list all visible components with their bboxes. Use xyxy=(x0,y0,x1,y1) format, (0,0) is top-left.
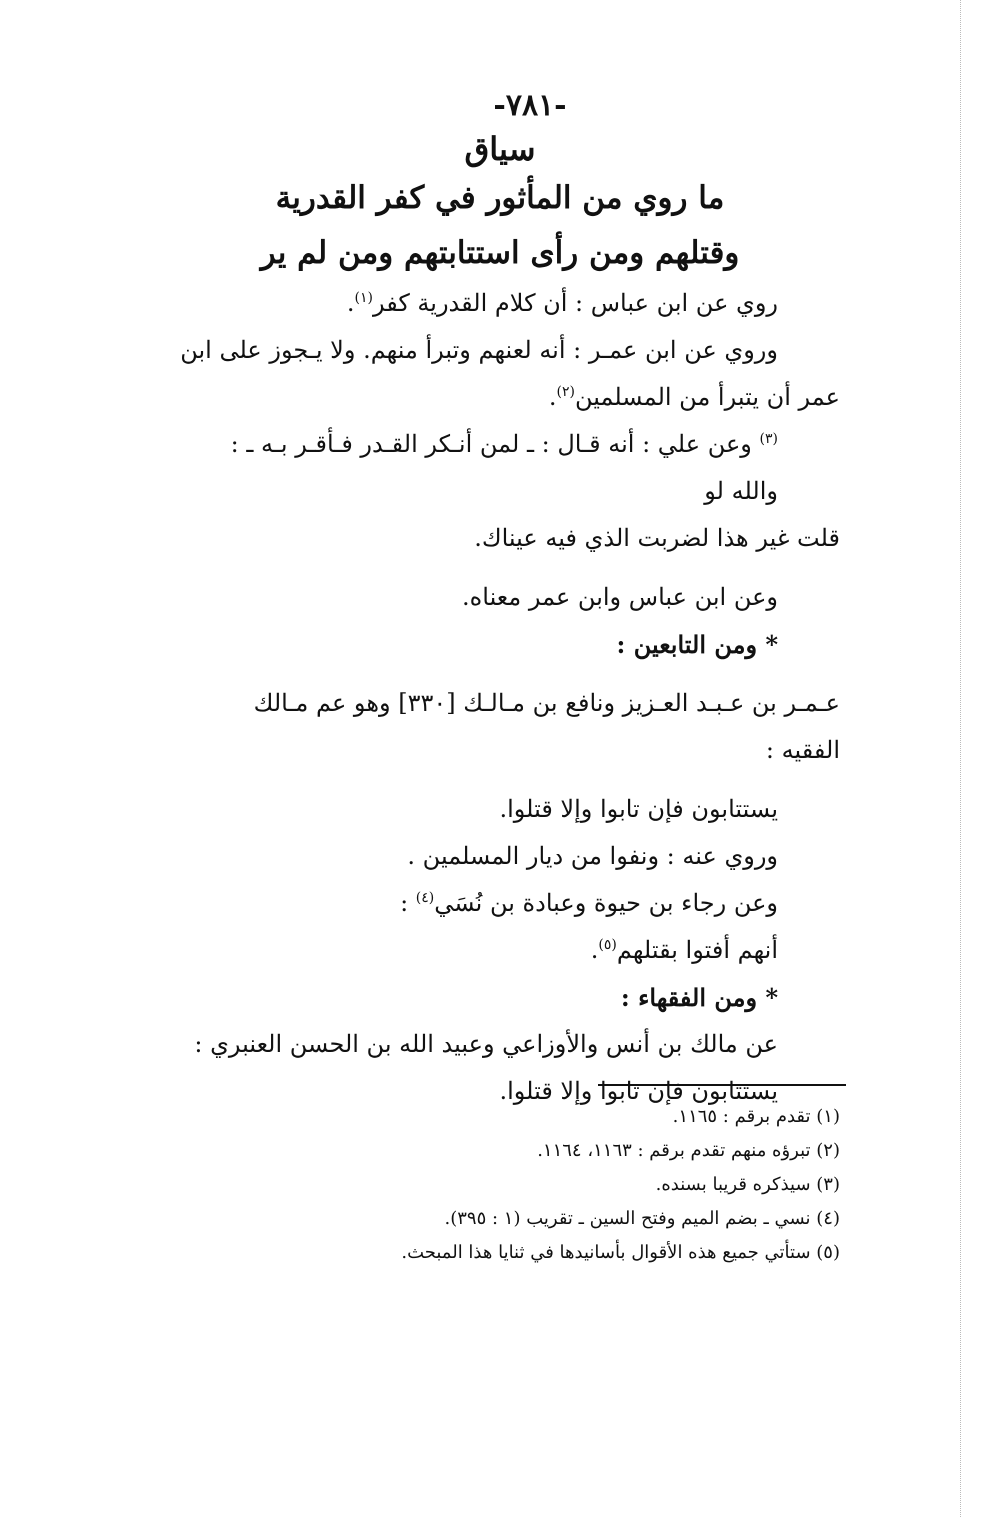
footnote-ref: (١) xyxy=(354,290,373,306)
footnote-ref: (٢) xyxy=(556,384,575,400)
heading-line-1: ما روي من المأثور في كفر القدرية xyxy=(275,180,725,216)
body-text xyxy=(180,280,840,1115)
paragraph-exile: وروي عنه : ونفوا من ديار المسلمين . xyxy=(407,842,778,870)
footnote-ref: (٤) xyxy=(415,890,435,906)
paragraph-ibn-umar: وروي عن ابن عمـر : أنه لعنهم وتبرأ منهم. ولا يـجوز على ابن xyxy=(180,336,778,364)
footnote-3: (٣) سيذكره قريبا بسنده. xyxy=(655,1174,840,1195)
paragraph-istitaba: يستتابون فإن تابوا وإلا قتلوا. xyxy=(499,795,778,823)
page-number: -٧٨١- xyxy=(493,88,567,123)
heading-tabieen: * ومن التابعين : xyxy=(616,630,778,659)
paragraph-ibn-umar-cont: عمر أن يتبرأ من المسلمين$^{(٢)}$. xyxy=(548,383,840,411)
footnote-4: (٤) نسي ـ بضم الميم وفتح السين ـ تقريب (١ : ٣٩٥). xyxy=(444,1208,840,1229)
footnote-ref: (٥) xyxy=(598,937,617,953)
paragraph-umar-abdulaziz: عـمـر بن عـبـد العـزيز ونافع بن مـالـك [٣٣٠] وهو عم مـالك xyxy=(253,689,840,717)
paragraph-fatwa: أنهم أفتوا بقتلهم$^{(٥)}$. xyxy=(590,936,778,964)
footnote-2: (٢) تبرؤه منهم تقدم برقم : ١١٦٣، ١١٦٤. xyxy=(537,1140,840,1161)
footnote-ref: (٣) xyxy=(759,431,778,447)
section-title: سياق xyxy=(464,130,536,168)
heading-line-2: وقتلهم ومن رأى استتابتهم ومن لم ير xyxy=(260,235,740,271)
heading-fuqaha: * ومن الفقهاء : xyxy=(620,983,778,1012)
footnotes xyxy=(300,1100,840,1270)
footnote-divider xyxy=(598,1084,846,1086)
paragraph-meaning: وعن ابن عباس وابن عمر معناه. xyxy=(462,583,778,611)
paragraph-ali: $^{(٣)}$ وعن علي : أنه قـال : ـ لمن أنـكر القـدر فـأقـر بـه ـ : والله لو xyxy=(230,430,778,505)
paragraph-malik: عن مالك بن أنس والأوزاعي وعبيد الله بن الحسن العنبري : xyxy=(194,1030,778,1058)
footnote-1: (١) تقدم برقم : ١١٦٥. xyxy=(672,1106,840,1127)
footnote-5: (٥) ستأتي جميع هذه الأقوال بأسانيدها في ثنايا هذا المبحث. xyxy=(401,1242,840,1263)
paragraph-ibn-abbas: روي عن ابن عباس : أن كلام القدرية كفر$^{(١)}$. xyxy=(346,289,778,317)
paragraph-istitaba-2: يستتابون فإن تابوا وإلا قتلوا. xyxy=(499,1077,778,1105)
paragraph-ali-cont: قلت غير هذا لضربت الذي فيه عيناك. xyxy=(474,524,840,552)
paragraph-umar-abdulaziz-cont: الفقيه : xyxy=(765,736,840,764)
scan-edge xyxy=(959,0,961,1517)
paragraph-raja: وعن رجاء بن حيوة وعبادة بن نُسَي$^{(٤)}$ : xyxy=(400,889,778,917)
